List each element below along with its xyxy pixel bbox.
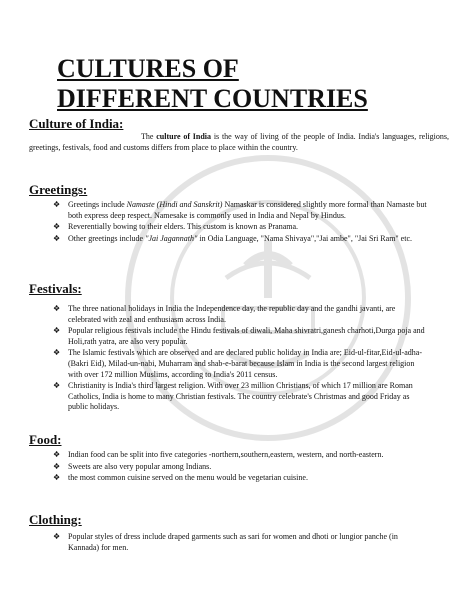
heading-culture-of-india: Culture of India: [29, 116, 124, 131]
para-text-post: is the way of living of the people of India. India's languages, religions, greetings, festivals, food and customs differs from place to place within the country. [29, 132, 449, 152]
list-item [53, 473, 428, 484]
item-text: The three national holidays in India the Independence day, the republic day and the gandhi javanti, are celebrated with zeal and enthusiasm across India. [68, 304, 396, 324]
list-item [53, 348, 428, 380]
diamond-bullet-icon: ❖ [53, 381, 61, 391]
item-text-italic: "Jai Jagannath" [145, 233, 198, 243]
diamond-bullet-icon: ❖ [53, 348, 61, 358]
diamond-bullet-icon: ❖ [53, 233, 61, 243]
heading-food: Food: [29, 432, 62, 447]
item-text-post: Namaskar is considered slightly more formal than Namaste but both express deep respect. Namesake is commonly used in India and Nepal by Hindus. [68, 200, 427, 220]
list-item [53, 450, 428, 461]
list-item [53, 381, 428, 413]
festivals-list [53, 304, 428, 414]
clothing-list [53, 532, 428, 554]
diamond-bullet-icon: ❖ [53, 473, 61, 483]
list-item [53, 233, 428, 245]
list-item [53, 304, 428, 325]
heading-clothing: Clothing: [29, 512, 82, 527]
page-title: CULTURES OF DIFFERENT COUNTRIES [57, 54, 368, 113]
list-item [53, 461, 428, 473]
list-item [53, 532, 428, 553]
culture-of-india-paragraph [29, 132, 449, 153]
item-text-post: in Odia Language, "Nama Shivaya","Jai ambe", "Jai Sri Ram" etc. [197, 233, 413, 243]
list-item [53, 222, 428, 233]
item-text: Christianity is India's third largest religion. With over 23 million Christians, of which 17 million are Roman Catholics, India is home to many Christian festivals. The country celebrate's Christmas and good Friday as public holidays. [68, 381, 413, 412]
para-text-pre: The [141, 132, 157, 141]
list-item [53, 200, 428, 221]
item-text-pre: Reverentially bowing to their elders. This custom is known as Pranama. [68, 222, 299, 232]
item-text: Popular styles of dress include draped garments such as sari for women and dhoti or lungior panche (in Kannada) for men. [68, 532, 398, 552]
heading-festivals: Festivals: [29, 281, 82, 296]
item-text-pre: Other greetings include [68, 233, 146, 243]
item-text: The Islamic festivals which are observed and are declared public holiday in India are; Eid-ul-fitar,Eid-ul-adha-(Bakri Eid), Milad-un-nabi, Muharram and shab-e-barat because Islam in India is the second largest religion with over 172 million Muslims, according to India's 2011 census. [68, 348, 422, 379]
item-text-pre: Greetings include [68, 200, 127, 209]
diamond-bullet-icon: ❖ [53, 200, 61, 209]
diamond-bullet-icon: ❖ [53, 304, 61, 313]
list-item [53, 326, 428, 347]
item-text-italic: Namaste (Hindi and Sanskrit) [126, 200, 223, 209]
item-text: Sweets are also very popular among Indians. [68, 461, 212, 471]
food-list [53, 450, 428, 485]
item-text: Indian food can be split into five categories -northern,southern,eastern, western, and north-eastern. [68, 450, 384, 459]
diamond-bullet-icon: ❖ [53, 222, 61, 232]
item-text: the most common cuisine served on the menu would be vegetarian cuisine. [68, 473, 308, 483]
para-text-bold: culture of India [156, 132, 212, 141]
diamond-bullet-icon: ❖ [53, 450, 61, 459]
diamond-bullet-icon: ❖ [53, 326, 61, 336]
diamond-bullet-icon: ❖ [53, 532, 61, 541]
diamond-bullet-icon: ❖ [53, 461, 61, 471]
greetings-list [53, 200, 428, 245]
heading-greetings: Greetings: [29, 182, 88, 197]
item-text: Popular religious festivals include the Hindu festivals of diwali, Maha shivratri,ganesh charhoti,Durga poja and Holi,rath yatra, are also very popular. [68, 326, 425, 346]
